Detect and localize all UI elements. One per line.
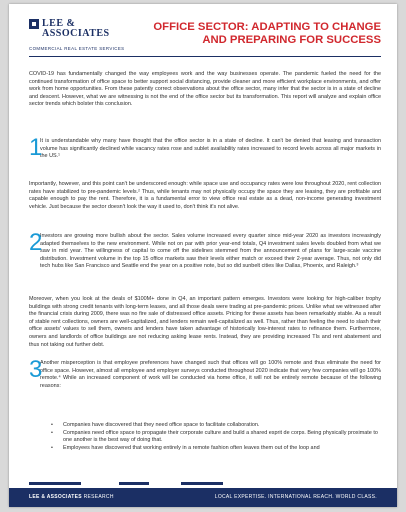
accent-bar (29, 482, 81, 485)
section-3-text: Another misperception is that employee preferences have changed such that offices will go 100% remote and thus eliminate the need for office space. However, almost all employee and employer surveys conducted throughout 2020 indicate that very few companies will go 100% remote.⁴ While an increased component of work will be conducted via home office, it will not be entirely remote because of the following reasons: (40, 360, 381, 389)
section-1 (29, 134, 381, 161)
section-2-text: Investors are growing more bullish about the sector. Sales volume increased every quarter since mid-year 2020 as investors increasingly adapted themselves to the new environment. While not on par with prior year-end totals, Q4 investment sales levels doubled from what we saw in mid year. The willingness of capital to come off the sidelines stemmed from the announcement of plans for large-scale vaccine distribution. Investment volume in the top 15 office markets saw their levels either match or exceed their 2-year average. Thus, not only did tech hubs like San Francisco and Seattle end the year on a positive note, but so did sunbelt cities like Dallas, Phoenix, and Raleigh.³ (40, 233, 381, 270)
logo-text-line1: LEE & (42, 18, 76, 29)
intro-paragraph: COVID-19 has fundamentally changed the way employees work and the way businesses operate. The pandemic fueled the need for the continued transformation of office space to better support social distancing, provide cleaner and more efficient workplace environments, and offer work from home opportunities. From these patently correct observations about the office sector, many infer that the sector is in a state of decline and descent. However, what we are witnessing is not the end of the office sector but its transformation. This report will analyze and explain office sector trends which bolster this conclusion. (29, 71, 381, 108)
footer-slogan: LOCAL EXPERTISE. INTERNATIONAL REACH. WORLD CLASS. (214, 494, 377, 500)
importantly-paragraph: Importantly, however, and this point can't be underscored enough: while space use and occupancy rates were low throughout 2020, rent collection rates have stabilized to pre-pandemic levels.² Thus, while tenants may not physically occupy the space they are leasing, they are profitable and capable enough to pay the rent. Therefore, it is a fundamental error to view office real estate as a dead, non-income generating investment vehicle. Just because the sector doesn't look the way it used to, don't think it's not alive. (29, 181, 381, 210)
footer-brand (29, 494, 114, 500)
document-page (9, 4, 397, 507)
logo-text-line2: ASSOCIATES (42, 28, 110, 39)
moreover-paragraph: Moreover, when you look at the deals of $100M+ done in Q4, an important pattern emerges. Investors were looking for high-caliber trophy buildings with strong credit tenants with long-term leases, and all those deals were trading at pre-pandemic prices. Unlike what we witnessed after the financial crisis during 2009, there was no fire sale of distressed office assets. Pricing for these assets has been remarkably stable. As a result of stable rent collections, owners are well-capitalized, and lenders remain well-capitalized as well. Thus, rather than feeling the need to slash their office assets' values to sell them, owners and lenders have taken advantage of historically low-interest rates to refinance them. Furthermore, owners and landlords of office buildings are not reducing asking lease rents. Instead, they are providing increased TIs and rent abatement and thus not taking out further debt. (29, 296, 381, 348)
reasons-list (29, 422, 381, 452)
accent-bar (119, 482, 149, 485)
list-item: • Companies have discovered that they need office space to facilitate collaboration. (29, 422, 381, 430)
section-number-3: 3 (29, 356, 43, 383)
section-3 (29, 356, 381, 390)
footer-brand-suffix: RESEARCH (81, 494, 114, 500)
section-1-text: It is understandable why many have thought that the office sector is in a state of decline. It can't be denied that leasing and transaction volume has significantly declined while vacancy rates rose and sublet availability rates increased to record levels across all major markets in the US.¹ (40, 138, 381, 160)
title-line1: OFFICE SECTOR: ADAPTING TO CHANGE (153, 21, 381, 33)
list-item: • Companies need office space to propagate their corporate culture and build a shared esprit de corps. Being physically proximate to one another is the best way of doing that. (29, 430, 381, 445)
logo-mark-icon (29, 19, 39, 29)
header-divider (29, 56, 381, 57)
section-number-2: 2 (29, 229, 43, 256)
logo-tagline: COMMERCIAL REAL ESTATE SERVICES (29, 46, 125, 51)
section-2 (29, 229, 381, 271)
section-number-1: 1 (29, 134, 43, 161)
footer-brand-name: LEE & ASSOCIATES (29, 494, 82, 500)
title-line2: AND PREPARING FOR SUCCESS (202, 34, 381, 46)
document-title (149, 21, 381, 47)
list-item: • Employees have discovered that working entirely in a remote fashion often leaves them out of the loop and (29, 445, 381, 453)
accent-bar (181, 482, 223, 485)
page-footer (9, 488, 397, 507)
